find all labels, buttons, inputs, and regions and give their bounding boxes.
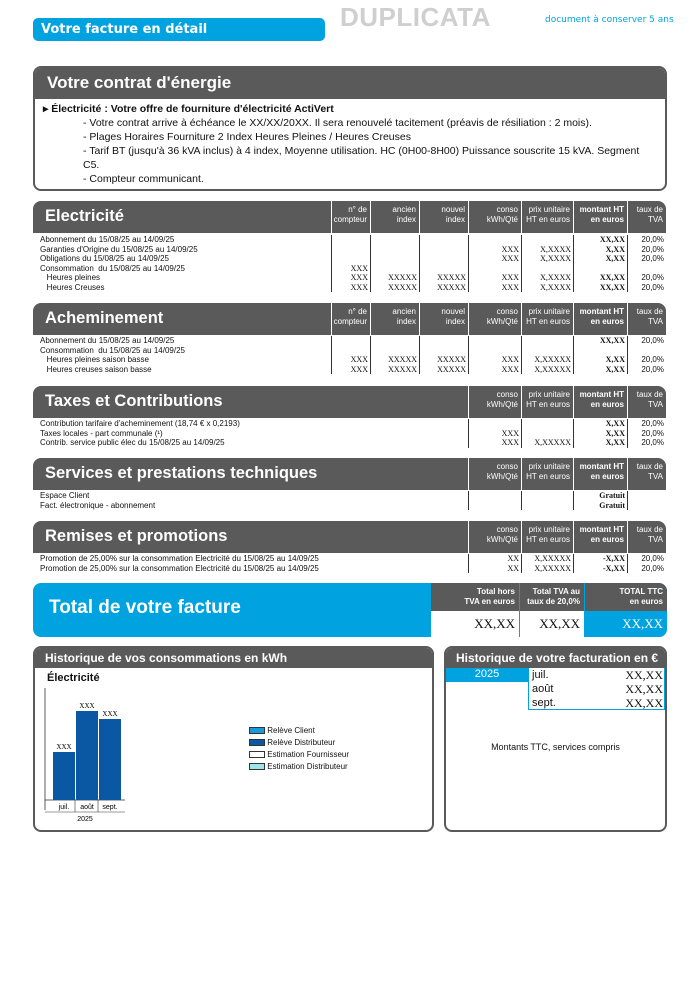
cell-tva: 20,0% <box>641 364 664 374</box>
cell-montant: X,XX <box>605 428 625 438</box>
column-header-montant: montant HT en euros <box>573 386 627 418</box>
cell-montant: Gratuit <box>599 491 625 500</box>
column-divider <box>521 554 522 573</box>
electricite-title: Electricité <box>45 207 124 225</box>
cell-tva: 20,0% <box>641 254 664 263</box>
cell-montant: XX,XX <box>599 235 625 244</box>
cell-conso: XXX <box>501 282 519 292</box>
taxes-rows <box>33 419 666 448</box>
contract-line: - Compteur communicant. <box>83 173 204 185</box>
total-box <box>33 583 667 637</box>
contract-lead <box>43 102 657 116</box>
cell-montant: Gratuit <box>599 500 625 510</box>
legend-swatch <box>249 727 265 734</box>
legend-item: Relève Distributeur <box>249 738 349 750</box>
billing-month: juil. <box>532 669 549 681</box>
column-divider <box>573 336 574 374</box>
table-row <box>33 336 666 346</box>
services-rows <box>33 491 666 510</box>
acheminement-header <box>33 303 666 335</box>
cell-montant: X,XX <box>605 364 625 374</box>
total-ht-header: Total hors TVA en euros <box>431 583 519 611</box>
table-row <box>33 438 666 448</box>
table-row <box>33 235 666 245</box>
cell-prix: X,XXXX <box>540 282 571 292</box>
legend-swatch <box>249 751 265 758</box>
table-row <box>33 564 666 574</box>
contract-header <box>35 68 665 99</box>
column-header-compteur: n° de compteur <box>331 303 370 335</box>
bar-3 <box>99 719 121 800</box>
consumption-history-title: Historique de vos consommations en kWh <box>45 651 288 665</box>
table-row <box>33 501 666 511</box>
row-label: Contrib. service public élec du 15/08/25 au 14/09/25 <box>40 438 225 447</box>
table-row <box>33 245 666 255</box>
column-header-tva: taux de TVA <box>627 303 666 335</box>
cell-conso: XX <box>507 563 519 573</box>
column-header-ancien: ancien index <box>370 303 419 335</box>
table-row <box>33 429 666 439</box>
cell-tva: 20,0% <box>641 244 664 254</box>
taxes-header <box>33 386 666 418</box>
table-row <box>33 419 666 429</box>
contract-box <box>33 66 667 191</box>
row-label: Heures pleines <box>40 273 101 282</box>
contract-body <box>35 99 665 189</box>
x-tick-label: août <box>80 804 94 811</box>
column-header-conso: conso kWh/Qté <box>468 458 521 490</box>
cell-conso: XXX <box>501 273 519 282</box>
row-label: Heures Creuses <box>40 282 105 292</box>
retention-note: document à conserver 5 ans <box>545 15 674 25</box>
row-label: Espace Client <box>40 491 90 500</box>
cell-prix: X,XXXX <box>540 254 571 263</box>
column-header-montant: montant HT en euros <box>573 201 627 233</box>
billing-year: 2025 <box>446 668 528 682</box>
row-label: Heures creuses saison basse <box>40 364 152 374</box>
x-tick-label: juil. <box>58 804 70 811</box>
cell-nouvel: XXXXX <box>437 282 466 292</box>
table-row <box>33 365 666 375</box>
row-label: Promotion de 25,00% sur la consommation Electricité du 15/08/25 au 14/09/25 <box>40 563 319 573</box>
billing-amount: XX,XX <box>625 668 663 682</box>
acheminement-rows <box>33 336 666 374</box>
column-header-compteur: n° de compteur <box>331 201 370 233</box>
cell-montant: XX,XX <box>599 273 625 282</box>
column-divider <box>331 235 332 292</box>
billing-history-box <box>444 646 667 832</box>
table-row <box>33 264 666 274</box>
services-header <box>33 458 666 490</box>
row-label: Contribution tarifaire d'acheminement (18,74 € x 0,2193) <box>40 419 240 428</box>
cell-nouvel: XXXXX <box>437 355 466 364</box>
billing-month: août <box>532 683 554 695</box>
triangle-right-icon: ▸ <box>43 103 52 115</box>
billing-amount: XX,XX <box>625 696 663 710</box>
cell-ancien: XXXXX <box>388 282 417 292</box>
column-divider <box>573 554 574 573</box>
cell-conso: XXX <box>501 428 519 438</box>
contract-title: Votre contrat d'énergie <box>47 73 232 92</box>
column-divider <box>521 336 522 374</box>
cell-montant: -X,XX <box>603 563 625 573</box>
cell-ancien: XXXXX <box>388 273 417 282</box>
cell-montant: X,XX <box>605 244 625 254</box>
cell-tva: 20,0% <box>641 554 664 563</box>
remises-header <box>33 521 666 553</box>
column-divider <box>521 419 522 448</box>
column-divider <box>573 235 574 292</box>
column-divider <box>370 235 371 292</box>
column-header-conso: conso kWh/Qté <box>468 303 521 335</box>
consumption-subtitle: Électricité <box>47 672 100 684</box>
contract-line: C5. <box>83 159 100 171</box>
column-divider <box>468 491 469 510</box>
remises-title: Remises et promotions <box>45 527 228 545</box>
column-divider <box>573 491 574 510</box>
column-divider <box>627 336 628 374</box>
cell-montant: XX,XX <box>599 336 625 345</box>
consumption-history-header <box>35 648 432 668</box>
column-header-montant: montant HT en euros <box>573 458 627 490</box>
row-label: Consommation du 15/08/25 au 14/09/25 <box>40 263 185 273</box>
contract-line: - Plages Horaires Fourniture 2 Index Heures Pleines / Heures Creuses <box>83 131 411 143</box>
column-header-montant: montant HT en euros <box>573 303 627 335</box>
cell-tva: 20,0% <box>641 282 664 292</box>
total-tva-value: XX,XX <box>520 611 584 637</box>
row-label: Fact. électronique - abonnement <box>40 500 156 510</box>
column-divider <box>419 336 420 374</box>
duplicata-watermark: DUPLICATA <box>340 2 491 32</box>
column-divider <box>573 419 574 448</box>
cell-nouvel: XXXXX <box>437 273 466 282</box>
detail-title-pill: Votre facture en détail <box>33 18 325 41</box>
column-divider <box>419 235 420 292</box>
column-header-nouvel: nouvel index <box>419 303 468 335</box>
total-title: Total de votre facture <box>49 597 241 618</box>
cell-prix: X,XXXXX <box>534 438 571 447</box>
cell-montant: X,XX <box>605 254 625 263</box>
billing-amount: XX,XX <box>625 682 663 696</box>
total-ttc-value: XX,XX <box>585 611 667 637</box>
total-ttc-header: TOTAL TTC en euros <box>585 583 667 611</box>
column-divider <box>468 336 469 374</box>
bar-data-label: XXX <box>102 710 118 718</box>
column-divider <box>627 491 628 510</box>
row-label: Promotion de 25,00% sur la consommation Electricité du 15/08/25 au 14/09/25 <box>40 554 319 563</box>
column-header-ancien: ancien index <box>370 201 419 233</box>
billing-note: Montants TTC, services compris <box>491 742 620 752</box>
total-tva-header: Total TVA au taux de 20,0% <box>520 583 584 611</box>
cell-ancien: XXXXX <box>388 364 417 374</box>
cell-montant: X,XX <box>605 438 625 447</box>
cell-prix: X,XXXX <box>540 273 571 282</box>
column-divider <box>331 336 332 374</box>
cell-compteur: XXX <box>350 364 368 374</box>
cell-prix: X,XXXXX <box>534 364 571 374</box>
column-header-prix: prix unitaire HT en euros <box>521 386 573 418</box>
row-label: Obligations du 15/08/25 au 14/09/25 <box>40 254 169 263</box>
acheminement-title: Acheminement <box>45 309 164 327</box>
column-header-montant: montant HT en euros <box>573 521 627 553</box>
column-divider <box>627 419 628 448</box>
legend-item: Estimation Fournisseur <box>249 750 349 762</box>
cell-conso: XXX <box>501 355 519 364</box>
bar-data-label: XXX <box>56 743 72 751</box>
legend-swatch <box>249 739 265 746</box>
column-header-tva: taux de TVA <box>627 521 666 553</box>
cell-montant: -X,XX <box>603 554 625 563</box>
column-header-nouvel: nouvel index <box>419 201 468 233</box>
cell-montant: XX,XX <box>599 282 625 292</box>
contract-lead-text: Électricité : Votre offre de fourniture d'électricité ActiVert <box>51 103 334 115</box>
row-label: Taxes locales - part communale (¹) <box>40 428 163 438</box>
column-divider <box>627 235 628 292</box>
x-tick-label: sept. <box>102 804 118 811</box>
legend-item: Relève Client <box>249 726 349 738</box>
cell-prix: X,XXXX <box>540 244 571 254</box>
cell-ancien: XXXXX <box>388 355 417 364</box>
row-label: Abonnement du 15/08/25 au 14/09/25 <box>40 235 175 244</box>
total-ht-value: XX,XX <box>431 611 519 637</box>
contract-line: - Tarif BT (jusqu'à 36 kVA inclus) à 4 index, Moyenne utilisation. HC (0H00-8H00) Puissance souscrite 15 kVA. Segment <box>83 145 640 157</box>
cell-compteur: XXX <box>350 273 368 282</box>
cell-prix: X,XXXXX <box>534 355 571 364</box>
cell-conso: XXX <box>501 364 519 374</box>
bar-data-label: XXX <box>79 702 95 710</box>
bar-1 <box>53 752 75 800</box>
column-header-tva: taux de TVA <box>627 458 666 490</box>
contract-line: - Votre contrat arrive à échéance le XX/XX/20XX. Il sera renouvelé tacitement (préavis de résiliation : 2 mois). <box>83 117 592 129</box>
row-label: Heures pleines saison basse <box>40 355 149 364</box>
cell-tva: 20,0% <box>641 336 664 345</box>
cell-compteur: XXX <box>350 355 368 364</box>
legend-swatch <box>249 763 265 770</box>
billing-amounts <box>625 668 663 710</box>
column-header-conso: conso kWh/Qté <box>468 386 521 418</box>
table-row <box>33 346 666 356</box>
services-title: Services et prestations techniques <box>45 464 318 482</box>
column-header-conso: conso kWh/Qté <box>468 201 521 233</box>
column-header-prix: prix unitaire HT en euros <box>521 303 573 335</box>
cell-prix: X,XXXXX <box>534 554 571 563</box>
table-row <box>33 491 666 501</box>
column-header-prix: prix unitaire HT en euros <box>521 458 573 490</box>
bar-2 <box>76 711 98 800</box>
column-divider <box>521 491 522 510</box>
row-label: Consommation du 15/08/25 au 14/09/25 <box>40 345 185 355</box>
chart-legend <box>249 726 349 774</box>
column-header-tva: taux de TVA <box>627 386 666 418</box>
column-header-prix: prix unitaire HT en euros <box>521 521 573 553</box>
billing-months <box>532 668 556 710</box>
taxes-title: Taxes et Contributions <box>45 392 223 410</box>
electricite-header <box>33 201 666 233</box>
cell-tva: 20,0% <box>641 235 664 244</box>
column-divider <box>468 554 469 573</box>
table-row <box>33 273 666 283</box>
cell-nouvel: XXXXX <box>437 364 466 374</box>
billing-month: sept. <box>532 697 556 709</box>
cell-prix: X,XXXXX <box>534 563 571 573</box>
cell-tva: 20,0% <box>641 355 664 364</box>
table-row <box>33 254 666 264</box>
cell-montant: X,XX <box>605 419 625 428</box>
consumption-history-box <box>33 646 434 832</box>
table-row <box>33 554 666 564</box>
cell-montant: X,XX <box>605 355 625 364</box>
column-divider <box>627 554 628 573</box>
column-divider <box>370 336 371 374</box>
column-header-prix: prix unitaire HT en euros <box>521 201 573 233</box>
consumption-chart <box>41 688 161 828</box>
column-divider <box>468 419 469 448</box>
cell-tva: 20,0% <box>641 563 664 573</box>
table-row <box>33 355 666 365</box>
cell-compteur: XXX <box>350 282 368 292</box>
column-header-tva: taux de TVA <box>627 201 666 233</box>
cell-conso: XXX <box>501 438 519 447</box>
row-label: Abonnement du 15/08/25 au 14/09/25 <box>40 336 175 345</box>
remises-rows <box>33 554 666 573</box>
column-divider <box>521 235 522 292</box>
cell-conso: XXX <box>501 254 519 263</box>
billing-history-title: Historique de votre facturation en € <box>456 651 659 665</box>
legend-item: Estimation Distributeur <box>249 762 349 774</box>
electricite-rows <box>33 235 666 292</box>
table-row <box>33 283 666 293</box>
cell-tva: 20,0% <box>641 419 664 428</box>
cell-conso: XXX <box>501 244 519 254</box>
cell-tva: 20,0% <box>641 438 664 447</box>
cell-tva: 20,0% <box>641 273 664 282</box>
row-label: Garanties d'Origine du 15/08/25 au 14/09/25 <box>40 244 198 254</box>
column-header-conso: conso kWh/Qté <box>468 521 521 553</box>
cell-compteur: XXX <box>350 263 368 273</box>
cell-tva: 20,0% <box>641 428 664 438</box>
cell-conso: XX <box>507 554 519 563</box>
column-divider <box>468 235 469 292</box>
billing-history-header <box>446 648 665 668</box>
year-label: 2025 <box>77 816 93 823</box>
